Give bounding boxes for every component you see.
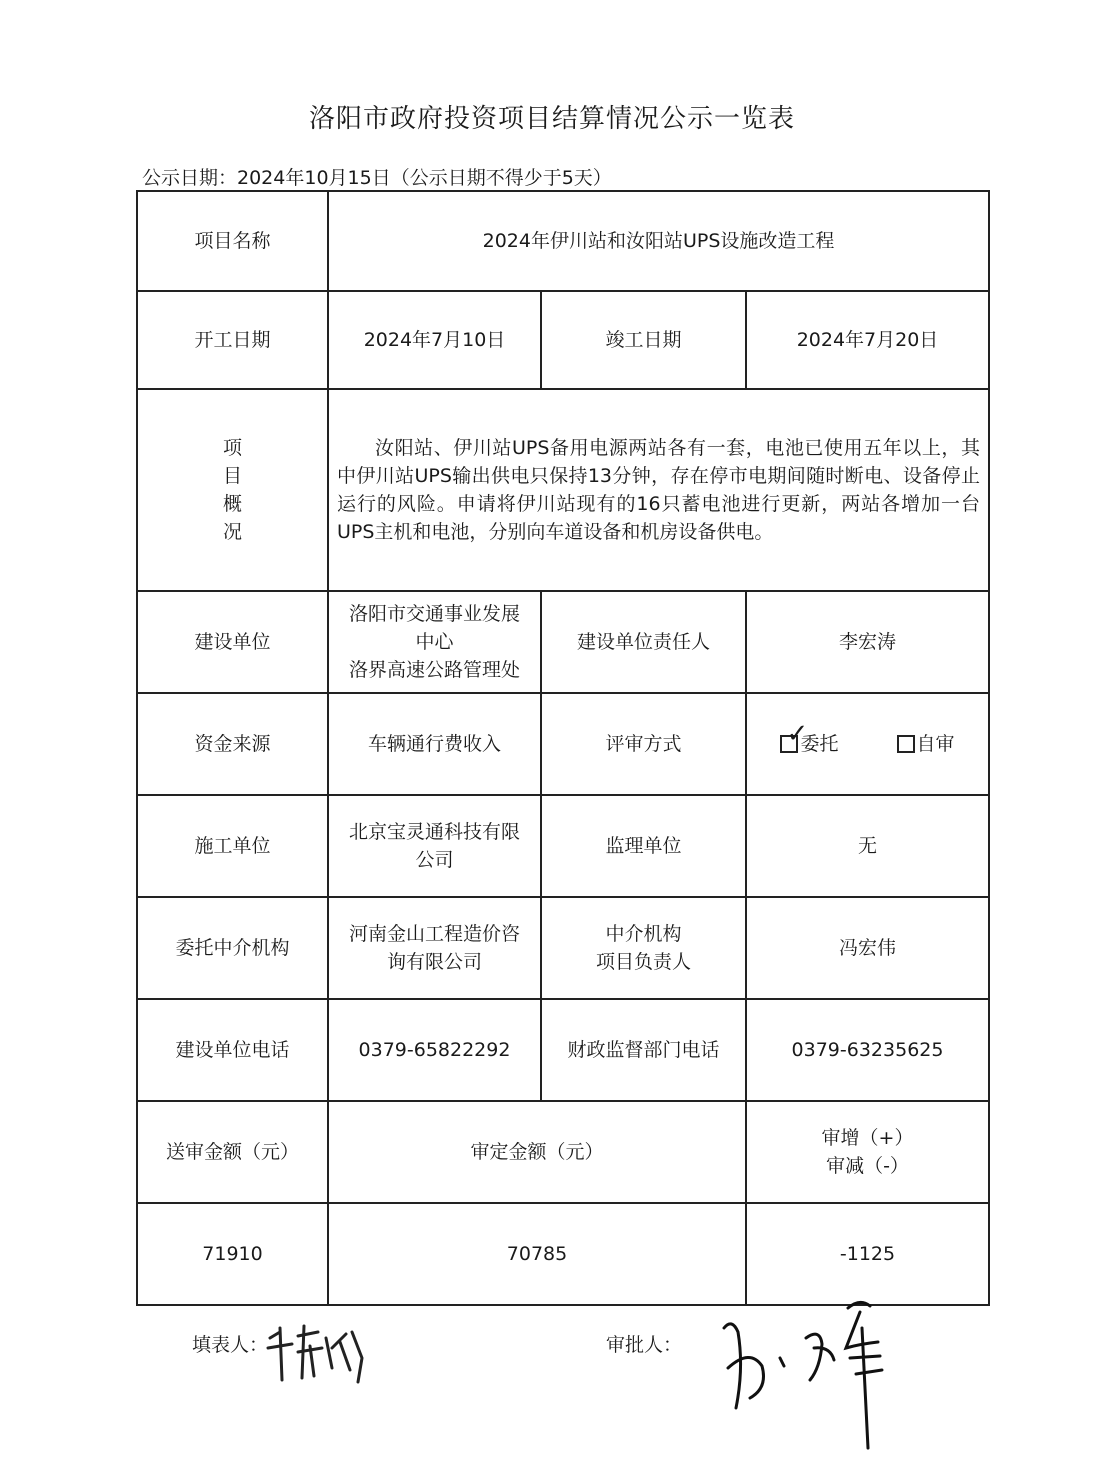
summary-label-char: 项 — [222, 437, 242, 459]
diff-label — [746, 1101, 989, 1203]
agency-value — [328, 897, 541, 999]
summary-label — [137, 389, 328, 591]
fund-label: 资金来源 — [137, 693, 328, 795]
agency-person-label — [541, 897, 746, 999]
diff-label-line: 审增（+） — [821, 1127, 914, 1149]
builder-value-line: 中心 — [415, 631, 454, 653]
supervisor-value: 无 — [746, 795, 989, 897]
approver-signature — [710, 1288, 900, 1458]
page-title: 洛阳市政府投资项目结算情况公示一览表 — [308, 104, 795, 134]
row-contractor — [137, 795, 989, 897]
contractor-value — [328, 795, 541, 897]
row-builder — [137, 591, 989, 693]
builder-label: 建设单位 — [137, 591, 328, 693]
summary-value — [328, 389, 989, 591]
builder-phone-label: 建设单位电话 — [137, 999, 328, 1101]
agency-value-line: 询有限公司 — [386, 951, 482, 973]
filler-label: 填表人： — [192, 1334, 269, 1356]
row-agency — [137, 897, 989, 999]
diff-value: -1125 — [746, 1203, 989, 1305]
agency-person-label-line: 项目负责人 — [595, 951, 691, 973]
approved-amount-label: 审定金额（元） — [328, 1101, 746, 1203]
end-date-value: 2024年7月20日 — [746, 291, 989, 389]
review-option-entrust[interactable] — [780, 719, 839, 758]
review-option-self[interactable] — [897, 730, 955, 758]
agency-person-label-line: 中介机构 — [605, 923, 682, 945]
summary-label-char: 概 — [222, 493, 242, 515]
summary-label-char: 况 — [222, 521, 242, 543]
approver-label: 审批人： — [606, 1334, 683, 1356]
settlement-table — [136, 190, 990, 1306]
approved-amount-value: 70785 — [328, 1203, 746, 1305]
row-project-name — [137, 191, 989, 291]
contractor-value-line: 北京宝灵通科技有限 — [348, 821, 520, 843]
submit-amount-label: 送审金额（元） — [137, 1101, 328, 1203]
builder-person-label: 建设单位责任人 — [541, 591, 746, 693]
review-option-entrust-label: 委托 — [800, 733, 839, 755]
supervisor-label: 监理单位 — [541, 795, 746, 897]
filler-signature — [262, 1318, 372, 1388]
contractor-label: 施工单位 — [137, 795, 328, 897]
row-dates — [137, 291, 989, 389]
builder-value — [328, 591, 541, 693]
start-date-label: 开工日期 — [137, 291, 328, 389]
project-name-value: 2024年伊川站和汝阳站UPS设施改造工程 — [328, 191, 989, 291]
fund-value: 车辆通行费收入 — [328, 693, 541, 795]
builder-value-line: 洛界高速公路管理处 — [348, 659, 520, 681]
row-fund — [137, 693, 989, 795]
start-date-value: 2024年7月10日 — [328, 291, 541, 389]
checkmark-icon: ✓ — [786, 719, 809, 749]
row-amount-headers — [137, 1101, 989, 1203]
review-label: 评审方式 — [541, 693, 746, 795]
row-summary — [137, 389, 989, 591]
finance-phone-label: 财政监督部门电话 — [541, 999, 746, 1101]
builder-value-line: 洛阳市交通事业发展 — [348, 603, 520, 625]
finance-phone-value: 0379-63235625 — [746, 999, 989, 1101]
builder-phone-value: 0379-65822292 — [328, 999, 541, 1101]
agency-person-value: 冯宏伟 — [746, 897, 989, 999]
submit-amount-value: 71910 — [137, 1203, 328, 1305]
checkbox-unchecked[interactable] — [897, 735, 915, 753]
end-date-label: 竣工日期 — [541, 291, 746, 389]
builder-person-value: 李宏涛 — [746, 591, 989, 693]
summary-label-char: 目 — [222, 465, 242, 487]
checkbox-checked[interactable] — [780, 719, 809, 753]
publish-date: 公示日期：2024年10月15日（公示日期不得少于5天） — [142, 167, 612, 189]
review-options — [746, 693, 989, 795]
diff-label-line: 审减（-） — [826, 1155, 909, 1177]
agency-value-line: 河南金山工程造价咨 — [348, 923, 520, 945]
project-name-label: 项目名称 — [137, 191, 328, 291]
row-phones — [137, 999, 989, 1101]
agency-label: 委托中介机构 — [137, 897, 328, 999]
review-option-self-label: 自审 — [916, 733, 955, 755]
summary-text: 汝阳站、伊川站UPS备用电源两站各有一套，电池已使用五年以上，其中伊川站UPS输出供电只保持13分钟，存在停市电期间随时断电、设备停止运行的风险。申请将伊川站现有的16只蓄电池进行更新，两站各增加一台UPS主机和电池，分别向车道设备和机房设备供电。 — [337, 437, 981, 543]
contractor-value-line: 公司 — [415, 849, 454, 871]
